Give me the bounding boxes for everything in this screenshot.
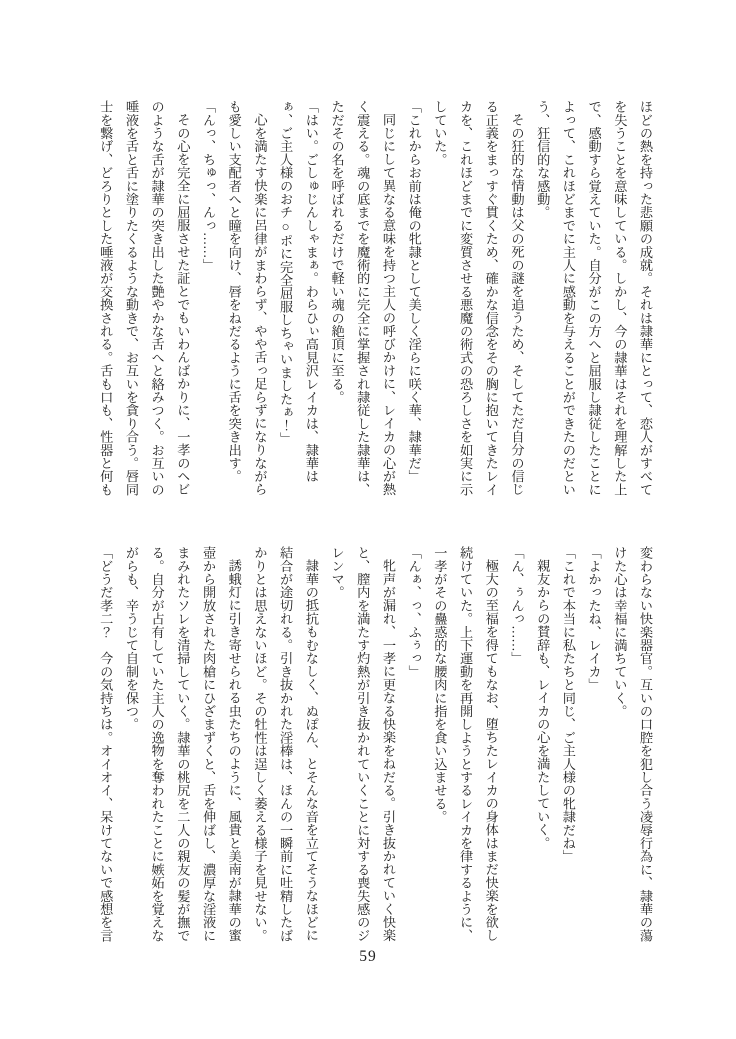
- paragraph: 親友からの賛辞も、レイカの心を満たしていく。: [535, 559, 551, 850]
- paragraph: その心を完全に屈服させた証とでもいわんばかりに、一孝のヘビのような舌が隷華の突き出した艶やかな舌へと絡みつく。お互いの唾液を舌と舌に塗りたくるような動きで、お互いを貪り合う。唇同士を繋げ、どろりとした唾液が交換される。舌も口も、性器と何も: [98, 100, 191, 496]
- paragraph: 同じにして異なる意味を持つ主人の呼びかけに、レイカの心が熱く震える。魂の底までを魔術的に完全に掌握され隷従した隷華は、ただその名を呼ばれるだけで軽い魂の絶頂に至る。: [329, 100, 396, 496]
- paragraph: 牝声が漏れ、一孝に更なる快楽をねだる。引き抜かれていく快楽と、膣内を満たす灼熱が引き抜かれていくことに対する喪失感のジレンマ。: [329, 546, 396, 942]
- dialogue-line: 「ん、ぅんっ……」: [509, 546, 525, 665]
- paragraph: 誘蛾灯に引き寄せられる虫たちのように、風貴と美南が隷華の蜜壺から開放された肉槍にひざまずくと、舌を伸ばし、濃厚な淫液にまみれたソレを清掃していく。隷華の桃尻を二人の親友の髪が撫でる。自分が占有していた主人の逸物を奪われたことに嫉妬を覚えながらも、辛うじて自制を保つ。: [123, 546, 242, 942]
- dialogue-line: 「はい。ごしゅじんしゃまぁ。わらひぃ高見沢レイカは、隷華はぁ、ご主人様のおチ○ポに完全屈服しちゃいましたぁ！」: [278, 100, 319, 483]
- dialogue-line: 「これからお前は俺の牝隷として美しく淫らに咲く華、隷華だ」: [406, 100, 422, 483]
- dialogue-line: 「んっ、ちゅっ、んっ……」: [201, 100, 217, 272]
- paragraph: ほどの熱を持った悲願の成就。それは隷華にとって、恋人がすべてを失うことを意味している。しかし、今の隷華はそれを理解した上で、感動すら覚えていた。自分がこの方へと屈服し隷従したことによって、これほどまでに主人に感動を与えることができたのだという、狂信的な感動。: [535, 100, 653, 496]
- paragraph: 心を満たす快楽に呂律がまわらず、やや舌っ足らずになりながらも愛しい支配者へと瞳を向け、唇をねだるように舌を突き出す。: [226, 100, 268, 496]
- dialogue-line: 「これで本当に私たちと同じ、ご主人様の牝隷だね」: [560, 546, 576, 863]
- paragraph: その狂的な情動は父の死の謎を追うため、そしてただ自分の信じる正義をまっすぐ貫くため、確かな信念をその胸に抱いてきたレイカを、これほどまでに変質させる悪魔の術式の恐ろしさを如実に示していた。: [432, 100, 525, 496]
- top-text-block: [93, 100, 658, 502]
- page-number: 59: [359, 948, 377, 965]
- paragraph: 隷華の抵抗もむなしく、ぬぽん、とそんな音を立てそうなほどに結合が途切れる。引き抜かれた淫棒は、ほんの一瞬前に吐精したばかりとは思えないほど。その牡性は逞しく萎える様子を見せない。: [252, 546, 319, 942]
- dialogue-line: 「んぁ、っ、ふぅっ」: [406, 546, 422, 678]
- dialogue-line: 「どうだ孝二？ 今の気持ちは。オイオイ、呆けてないで感想を言: [98, 546, 114, 942]
- paragraph: 変わらない快楽器官。互いの口腔を犯し合う凌辱行為に、隷華の蕩けた心は幸福に満ちていく。: [612, 546, 653, 942]
- paragraph: 極大の至福を得てもなお、堕ちたレイカの身体はまだ快楽を欲し続けていた。上下運動を再開しようとするレイカを律するように、一孝がその蠱惑的な腰肉に指を食い込ませる。: [432, 546, 499, 942]
- dialogue-line: 「よかったね、レイカ」: [586, 546, 602, 692]
- bottom-text-block: [93, 546, 658, 948]
